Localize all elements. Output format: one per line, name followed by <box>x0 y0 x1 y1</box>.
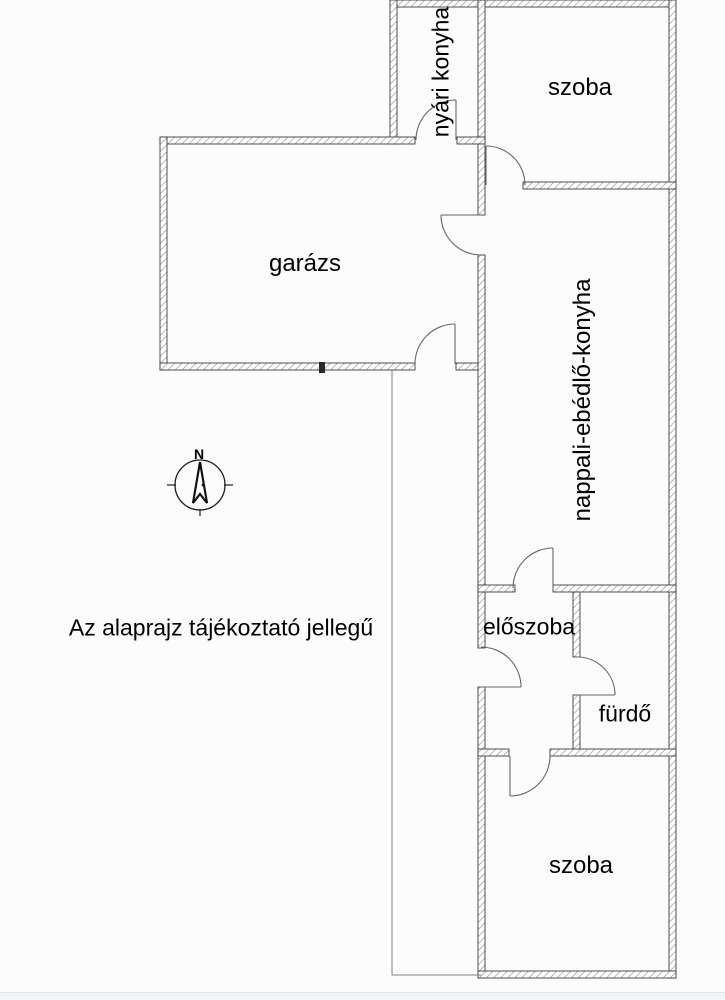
wall-room-top-bottom <box>523 182 676 189</box>
wall-garage-top-right-segment <box>457 137 485 144</box>
door-garage-upper <box>441 215 481 255</box>
north-arrow <box>167 446 233 516</box>
room-label-summer-kitchen: nyári konyha <box>427 6 454 138</box>
wall-living-bottom-left-segment <box>478 585 515 592</box>
wall-right-exterior <box>669 0 676 978</box>
wall-hall-bath-divider-lower <box>573 695 580 750</box>
door-arc <box>486 146 525 185</box>
wall-living-bottom-right-segment <box>553 585 676 592</box>
wall-center-column-lower <box>478 687 485 978</box>
door-arc <box>415 324 455 364</box>
door-arc <box>481 647 521 687</box>
wall-hall-bottom-right-segment <box>550 749 676 756</box>
door-entry-hall <box>481 647 521 687</box>
room-label-garage: garázs <box>268 250 342 277</box>
door-room-bottom <box>510 756 550 796</box>
door-hall-to-bath <box>577 657 615 695</box>
wall-garage-top-left-segment <box>160 137 415 144</box>
wall-section-tick <box>319 362 325 373</box>
door-arc <box>441 215 481 255</box>
disclaimer-text: Az alaprajz tájékoztató jellegű <box>68 614 374 641</box>
room-label-bathroom: fürdő <box>598 700 652 727</box>
wall-center-column-upper <box>478 144 485 215</box>
wall-summer-kitchen-right <box>478 0 485 144</box>
compass-needle <box>193 462 207 503</box>
wall-summer-kitchen-left <box>390 0 397 144</box>
page-edge-strip <box>0 992 725 1000</box>
walls <box>160 0 676 978</box>
wall-garage-left <box>160 137 167 370</box>
boundary-line <box>392 370 481 975</box>
compass-center-dot <box>202 484 205 487</box>
wall-garage-bottom-left-segment <box>160 363 415 370</box>
room-label-living-dining-kitchen: nappali-ebédlő-konyha <box>569 278 596 522</box>
room-label-room-top: szoba <box>547 74 613 101</box>
door-room-top <box>486 146 525 185</box>
door-living-to-hall <box>513 548 553 588</box>
door-arc <box>513 548 553 588</box>
wall-hall-bottom-left-segment <box>478 749 509 756</box>
door-arc <box>510 756 550 796</box>
wall-room-bottom-bottom <box>478 971 676 978</box>
compass-north-letter: N <box>193 446 205 462</box>
door-garage-lower <box>415 324 455 364</box>
room-label-hallway: előszoba <box>482 613 576 640</box>
room-label-room-bottom: szoba <box>548 852 614 879</box>
door-arc <box>577 657 615 695</box>
